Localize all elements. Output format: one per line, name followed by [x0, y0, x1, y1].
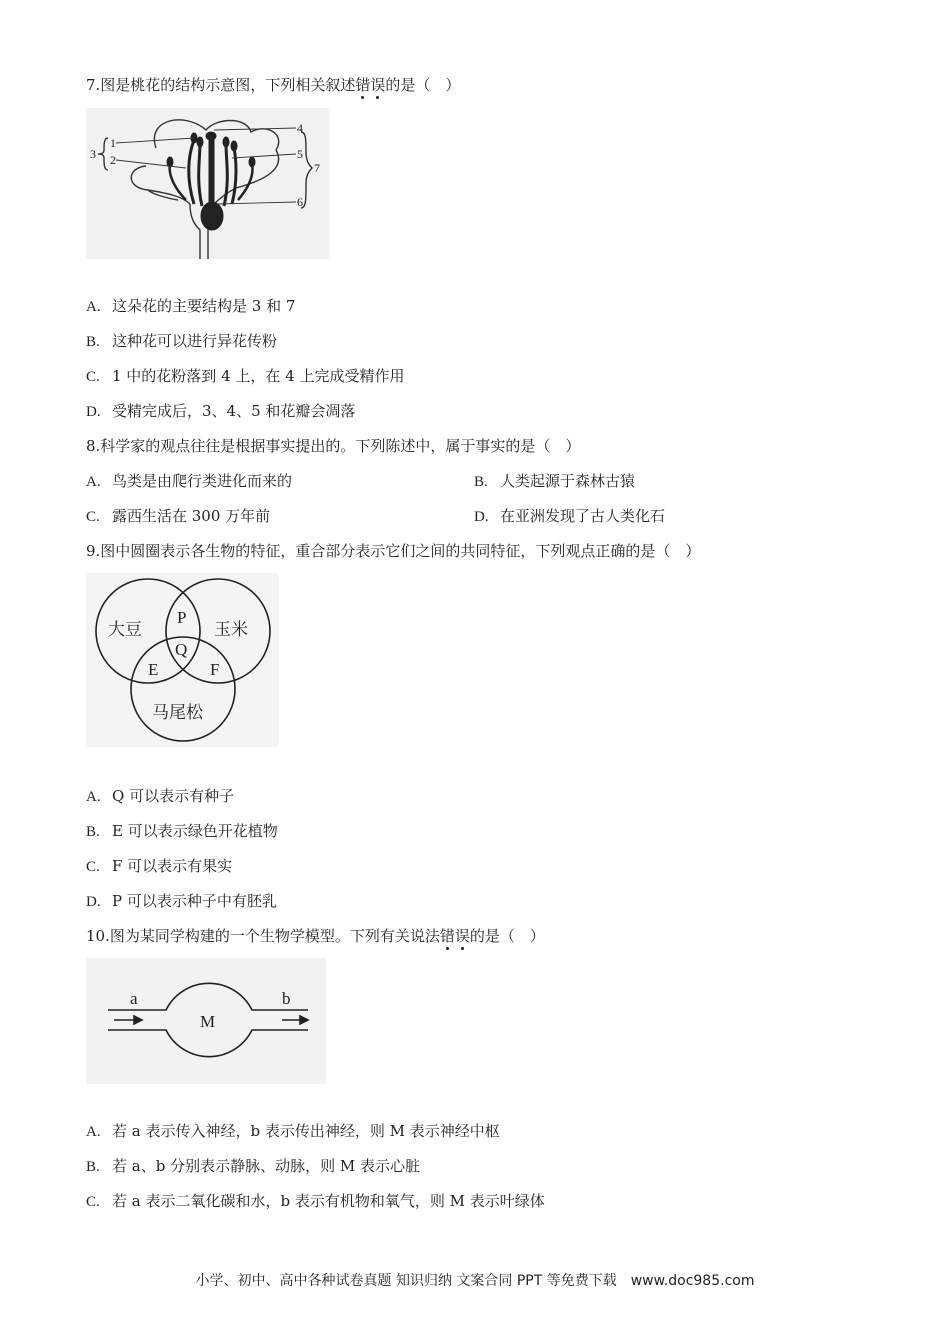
outflow-arrow-icon — [300, 1016, 308, 1024]
q7-option-d[interactable] — [86, 401, 355, 422]
venn-diagram — [86, 573, 279, 747]
venn-label-soybean: 大豆 — [108, 620, 142, 640]
model-label-a: a — [130, 989, 138, 1008]
option-letter: A. — [86, 1124, 101, 1140]
option-letter: A. — [86, 789, 101, 805]
q7-option-a[interactable] — [86, 296, 295, 317]
option-text: 鸟类是由爬行类进化而来的 — [112, 472, 293, 490]
option-text: 受精完成后，3、4、5 和花瓣会凋落 — [112, 402, 356, 420]
option-letter: C. — [86, 859, 100, 875]
option-letter: C. — [86, 1194, 100, 1210]
option-letter: B. — [86, 824, 100, 840]
flower-label-5: 5 — [297, 147, 303, 161]
flower-label-6: 6 — [297, 195, 303, 209]
option-text: 人类起源于森林古猿 — [500, 472, 636, 490]
option-letter: A. — [86, 299, 101, 315]
flower-label-3: 3 — [90, 147, 96, 161]
option-text: 若 a、b 分别表示静脉、动脉，则 M 表示心脏 — [112, 1157, 420, 1175]
venn-region-f: F — [210, 660, 220, 679]
venn-region-q: Q — [175, 640, 188, 659]
question-8-stem: 8.科学家的观点往往是根据事实提出的。下列陈述中，属于事实的是（ ） — [86, 437, 581, 455]
model-label-b: b — [282, 989, 291, 1008]
q10-option-c[interactable] — [86, 1191, 545, 1212]
inflow-arrow-icon — [134, 1016, 142, 1024]
option-text: Q 可以表示有种子 — [112, 787, 235, 805]
option-letter: B. — [86, 334, 100, 350]
q10-emphasis-2: 误 — [454, 927, 470, 945]
model-figure — [86, 958, 326, 1084]
option-letter: D. — [474, 509, 489, 525]
q10-option-a[interactable] — [86, 1121, 500, 1142]
peach-flower-figure — [86, 108, 329, 259]
option-text: P 可以表示种子中有胚乳 — [112, 892, 277, 910]
flower-label-2: 2 — [110, 153, 116, 167]
q9-option-a[interactable] — [86, 786, 234, 807]
q9-option-d[interactable] — [86, 891, 277, 912]
q10-stem-tail: 的是（ ） — [469, 927, 545, 945]
q7-emphasis-2: 误 — [370, 76, 386, 94]
q9-option-c[interactable] — [86, 856, 232, 877]
venn-label-pine: 马尾松 — [152, 703, 203, 723]
peach-flower-diagram — [86, 108, 329, 259]
venn-region-p: P — [177, 608, 187, 627]
q9-option-b[interactable] — [86, 821, 278, 842]
option-text: F 可以表示有果实 — [112, 857, 233, 875]
option-letter: D. — [86, 894, 101, 910]
venn-region-e: E — [148, 660, 159, 679]
q8-option-b[interactable] — [474, 471, 635, 492]
q7-emphasis-1: 错 — [355, 76, 371, 94]
flower-label-7: 7 — [314, 161, 320, 175]
option-letter: B. — [86, 1159, 100, 1175]
model-label-m: M — [200, 1012, 216, 1031]
q7-option-c[interactable] — [86, 366, 404, 387]
flower-label-4: 4 — [297, 121, 303, 135]
q8-option-d[interactable] — [474, 506, 665, 527]
model-diagram — [86, 958, 326, 1084]
option-text: E 可以表示绿色开花植物 — [112, 822, 278, 840]
q10-emphasis-1: 错 — [439, 927, 455, 945]
question-7-stem — [86, 75, 460, 95]
q7-stem-tail: 的是（ ） — [385, 76, 461, 94]
flower-label-1: 1 — [110, 136, 116, 150]
q8-option-c[interactable] — [86, 506, 270, 527]
option-text: 若 a 表示传入神经，b 表示传出神经，则 M 表示神经中枢 — [112, 1122, 500, 1140]
page-footer: 小学、初中、高中各种试卷真题 知识归纳 文案合同 PPT 等免费下载 www.doc985.com — [195, 1273, 755, 1289]
option-text: 若 a 表示二氧化碳和水，b 表示有机物和氧气，则 M 表示叶绿体 — [112, 1192, 545, 1210]
venn-label-corn: 玉米 — [214, 620, 248, 640]
option-letter: C. — [86, 369, 100, 385]
venn-figure — [86, 573, 279, 747]
option-text: 在亚洲发现了古人类化石 — [500, 507, 666, 525]
option-text: 这朵花的主要结构是 3 和 7 — [112, 297, 296, 315]
q7-option-b[interactable] — [86, 331, 277, 352]
option-text: 1 中的花粉落到 4 上，在 4 上完成受精作用 — [112, 367, 405, 385]
option-text: 这种花可以进行异花传粉 — [112, 332, 278, 350]
q10-stem-text: 10.图为某同学构建的一个生物学模型。下列有关说法 — [86, 927, 440, 945]
option-letter: B. — [474, 474, 488, 490]
option-text: 露西生活在 300 万年前 — [112, 507, 271, 525]
question-10-stem — [86, 926, 545, 946]
option-letter: D. — [86, 404, 101, 420]
option-letter: C. — [86, 509, 100, 525]
q7-stem-text: 7.图是桃花的结构示意图，下列相关叙述 — [86, 76, 356, 94]
q8-option-a[interactable] — [86, 471, 292, 492]
q10-option-b[interactable] — [86, 1156, 420, 1177]
question-9-stem: 9.图中圆圈表示各生物的特征，重合部分表示它们之间的共同特征，下列观点正确的是（ ） — [86, 542, 701, 560]
option-letter: A. — [86, 474, 101, 490]
